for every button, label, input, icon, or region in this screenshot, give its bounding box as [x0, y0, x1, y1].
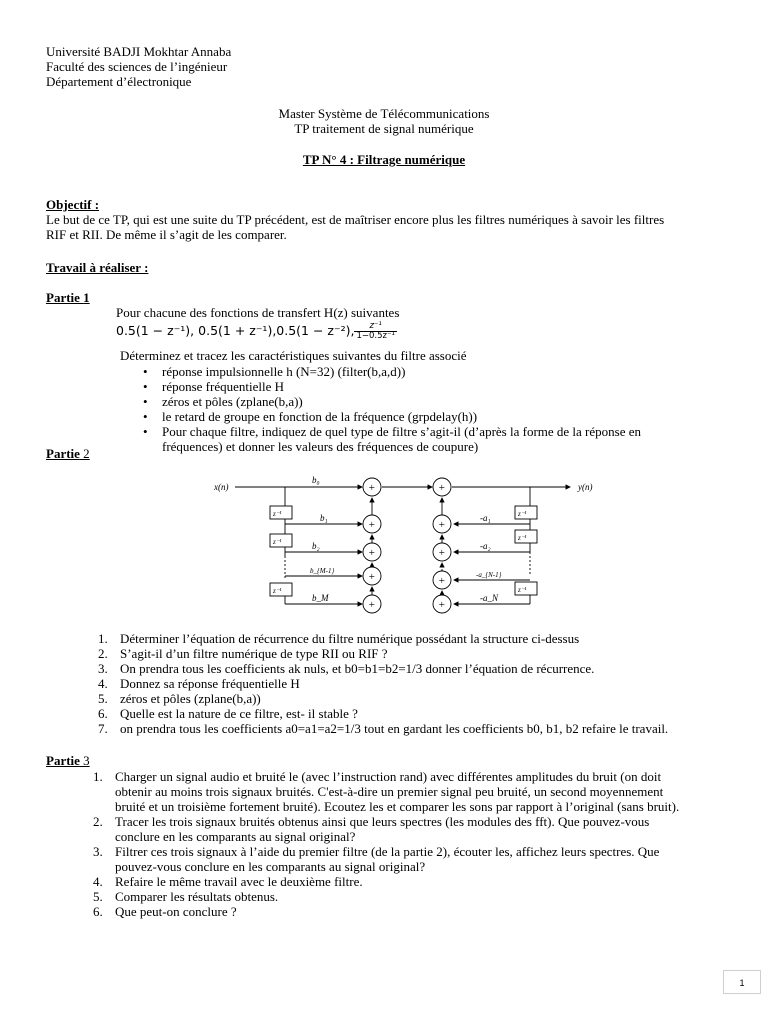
- item-text: Filtrer ces trois signaux à l’aide du premier filtre (de la partie 2), écouter les, affichez leurs spectres. Que: [115, 844, 660, 859]
- list-item: 1. Charger un signal audio et bruité le (avec l’instruction rand) avec différentes amplitudes du bruit (on doit obtenir au moins trois signaux bruités. C'est-à-dire un premier signal peu bruité, un second moyennement bruité et un troisième fortement bruité). Ecoutez les et comparer les sons par rapport à l’original (sans bruit).: [93, 769, 680, 814]
- list-item: 3. On prendra tous les coefficients ak nuls, et b0=b1=b2=1/3 donner l’équation de récurrence.: [98, 661, 595, 676]
- course-block: [0, 106, 768, 136]
- list-item: • zéros et pôles (zplane(b,a)): [143, 394, 303, 409]
- item-text: On prendra tous les coefficients ak nuls, et b0=b1=b2=1/3 donner l’équation de récurrence.: [120, 661, 595, 676]
- list-item: • Pour chaque filtre, indiquez de quel type de filtre s’agit-il (d’après la forme de la réponse en fréquences) et donner les valeurs des fréquences de coupure): [143, 424, 642, 454]
- delay-label: z⁻¹: [518, 510, 527, 518]
- svg-text:+: +: [438, 547, 446, 559]
- part1-heading: [46, 290, 90, 305]
- part1-intro: Pour chacune des fonctions de transfert H(z) suivantes: [116, 305, 400, 320]
- filter-structure-diagram: [210, 470, 610, 618]
- header-block: [46, 44, 231, 89]
- diagram-output-label: y(n): [578, 482, 593, 492]
- list-item: 5. zéros et pôles (zplane(b,a)): [98, 691, 261, 706]
- tp-subject: TP traitement de signal numérique: [294, 121, 474, 136]
- coef-b2: b₂: [312, 541, 320, 551]
- university-name: Université BADJI Mokhtar Annaba: [46, 44, 232, 59]
- delay-label: z⁻¹: [273, 510, 282, 518]
- coef-a1: -a₁: [480, 513, 491, 523]
- item-text: pouvez-vous conclure en les comparants au signal original?: [115, 859, 426, 874]
- svg-text:+: +: [368, 599, 376, 611]
- item-text: Donnez sa réponse fréquentielle H: [120, 676, 300, 691]
- item-text: bruité et un troisième fortement bruité). Ecoutez les et comparer les sons par rapport à l’original (sans bruit).: [115, 799, 680, 814]
- list-item: 1. Déterminer l’équation de récurrence du filtre numérique possédant la structure ci-dessus: [98, 631, 580, 646]
- bullet-text: zéros et pôles (zplane(b,a)): [162, 394, 303, 409]
- diagram-input-label: x(n): [214, 482, 229, 492]
- item-text: on prendra tous les coefficients a0=a1=a2=1/3 tout en gardant les coefficients b0, b1, b2 refaire le travail.: [120, 721, 669, 736]
- tf-4-fraction: [354, 322, 396, 341]
- svg-text:+: +: [368, 482, 376, 494]
- list-item: • réponse impulsionnelle h (N=32) (filter(b,a,d)): [143, 364, 406, 379]
- item-text: Tracer les trois signaux bruités obtenus ainsi que leurs spectres (les modules des fft). Que pouvez-vous: [115, 814, 650, 829]
- objective-line-2: RIF et RII. De même il s’agit de les comparer.: [46, 227, 287, 242]
- item-text: Charger un signal audio et bruité le (avec l’instruction rand) avec différentes amplitudes du bruit (on doit: [115, 769, 662, 784]
- list-item: 5. Comparer les résultats obtenus.: [93, 889, 279, 904]
- list-item: 7. on prendra tous les coefficients a0=a1=a2=1/3 tout en gardant les coefficients b0, b1, b2 refaire le travail.: [98, 721, 669, 736]
- coef-an: -a_N: [480, 593, 498, 603]
- master-title: Master Système de Télécommunications: [278, 106, 490, 121]
- bullet-text: réponse impulsionnelle h (N=32) (filter(b,a,d)): [162, 364, 406, 379]
- svg-text:+: +: [438, 519, 446, 531]
- part1-heading-label: Partie: [46, 290, 84, 305]
- item-text: conclure en les comparants au signal original?: [115, 829, 356, 844]
- item-text: Comparer les résultats obtenus.: [115, 889, 279, 904]
- document-title: TP N° 4 : Filtrage numérique: [302, 152, 466, 167]
- transfer-functions: [116, 322, 397, 341]
- department-name: Département d’électronique: [46, 74, 192, 89]
- list-item: • le retard de groupe en fonction de la fréquence (grpdelay(h)): [143, 409, 478, 424]
- part2-heading-number: 2: [79, 446, 90, 461]
- coef-a2: -a₂: [480, 541, 491, 551]
- svg-text:+: +: [438, 482, 446, 494]
- faculty-name: Faculté des sciences de l’ingénieur: [46, 59, 228, 74]
- list-item: 2. Tracer les trois signaux bruités obtenus ainsi que leurs spectres (les modules des fft). Que pouvez-vous conclure en les comparants au signal original?: [93, 814, 650, 844]
- bullet-text: Pour chaque filtre, indiquez de quel type de filtre s’agit-il (d’après la forme de la réponse en: [162, 424, 642, 439]
- part1-heading-number: 1: [83, 290, 90, 305]
- item-text: Quelle est la nature de ce filtre, est- il stable ?: [120, 706, 358, 721]
- coef-bm1: b_{M-1}: [310, 567, 335, 575]
- part3-heading-number: 3: [79, 753, 90, 768]
- svg-text:+: +: [438, 575, 446, 587]
- delay-label: z⁻¹: [273, 538, 282, 546]
- delay-label: z⁻¹: [518, 534, 527, 542]
- list-item: • réponse fréquentielle H: [143, 379, 285, 394]
- part1-bullet-list: [143, 364, 722, 454]
- svg-text:+: +: [368, 571, 376, 583]
- objective-section: [46, 197, 664, 242]
- coef-b1: b₁: [320, 513, 328, 523]
- item-text: S’agit-il d’un filtre numérique de type RII ou RIF ?: [120, 646, 388, 661]
- tf-2: 0.5(1 + z⁻¹),: [198, 323, 277, 338]
- svg-text:+: +: [368, 547, 376, 559]
- tf-4-numerator: z⁻¹: [354, 322, 396, 332]
- list-item: 6. Que peut-on conclure ?: [93, 904, 237, 919]
- item-text: Refaire le même travail avec le deuxième filtre.: [115, 874, 363, 889]
- list-item: 3. Filtrer ces trois signaux à l’aide du premier filtre (de la partie 2), écouter les, affichez leurs spectres. Que pouvez-vous conclure en les comparants au signal original?: [93, 844, 660, 874]
- list-item: 2. S’agit-il d’un filtre numérique de type RII ou RIF ?: [98, 646, 388, 661]
- bullet-text: le retard de groupe en fonction de la fréquence (grpdelay(h)): [162, 409, 478, 424]
- part2-numbered-list: [98, 631, 740, 736]
- item-text: Que peut-on conclure ?: [115, 904, 237, 919]
- item-text: Déterminer l’équation de récurrence du filtre numérique possédant la structure ci-dessus: [120, 631, 580, 646]
- coef-b0: b₀: [312, 475, 320, 485]
- tf-4-denominator: 1−0.5z⁻¹: [356, 331, 395, 341]
- svg-text:+: +: [438, 599, 446, 611]
- list-item: 6. Quelle est la nature de ce filtre, est- il stable ?: [98, 706, 358, 721]
- delay-label: z⁻¹: [273, 587, 282, 595]
- part3-numbered-list: [93, 769, 730, 919]
- part2-heading: [46, 446, 90, 461]
- part1-determine: Déterminez et tracez les caractéristiques suivantes du filtre associé: [120, 348, 467, 363]
- bullet-continuation: fréquences) et donner les valeurs des fréquences de coupure): [162, 439, 479, 454]
- objective-heading: Objectif :: [46, 197, 100, 212]
- bullet-text: réponse fréquentielle H: [162, 379, 285, 394]
- part2-heading-label: Partie: [46, 446, 80, 461]
- coef-an1: -a_{N-1}: [476, 571, 502, 579]
- objective-line-1: Le but de ce TP, qui est une suite du TP précédent, est de maîtriser encore plus les filtres numériques à savoir les filtres: [46, 212, 665, 227]
- tf-3: 0.5(1 − z⁻²),: [276, 323, 355, 338]
- tf-1: 0.5(1 − z⁻¹),: [116, 323, 195, 338]
- list-item: 4. Donnez sa réponse fréquentielle H: [98, 676, 300, 691]
- part3-heading-label: Partie: [46, 753, 80, 768]
- part3-heading: [46, 753, 90, 768]
- svg-text:+: +: [368, 519, 376, 531]
- coef-bm: b_M: [312, 593, 329, 603]
- work-heading: Travail à réaliser :: [46, 260, 149, 275]
- item-text: zéros et pôles (zplane(b,a)): [120, 691, 261, 706]
- page-number: 1: [723, 970, 761, 994]
- delay-label: z⁻¹: [518, 586, 527, 594]
- list-item: 4. Refaire le même travail avec le deuxième filtre.: [93, 874, 363, 889]
- item-text: obtenir au moins trois signaux bruités. C'est-à-dire un premier signal peu bruité, un second moyennement: [115, 784, 664, 799]
